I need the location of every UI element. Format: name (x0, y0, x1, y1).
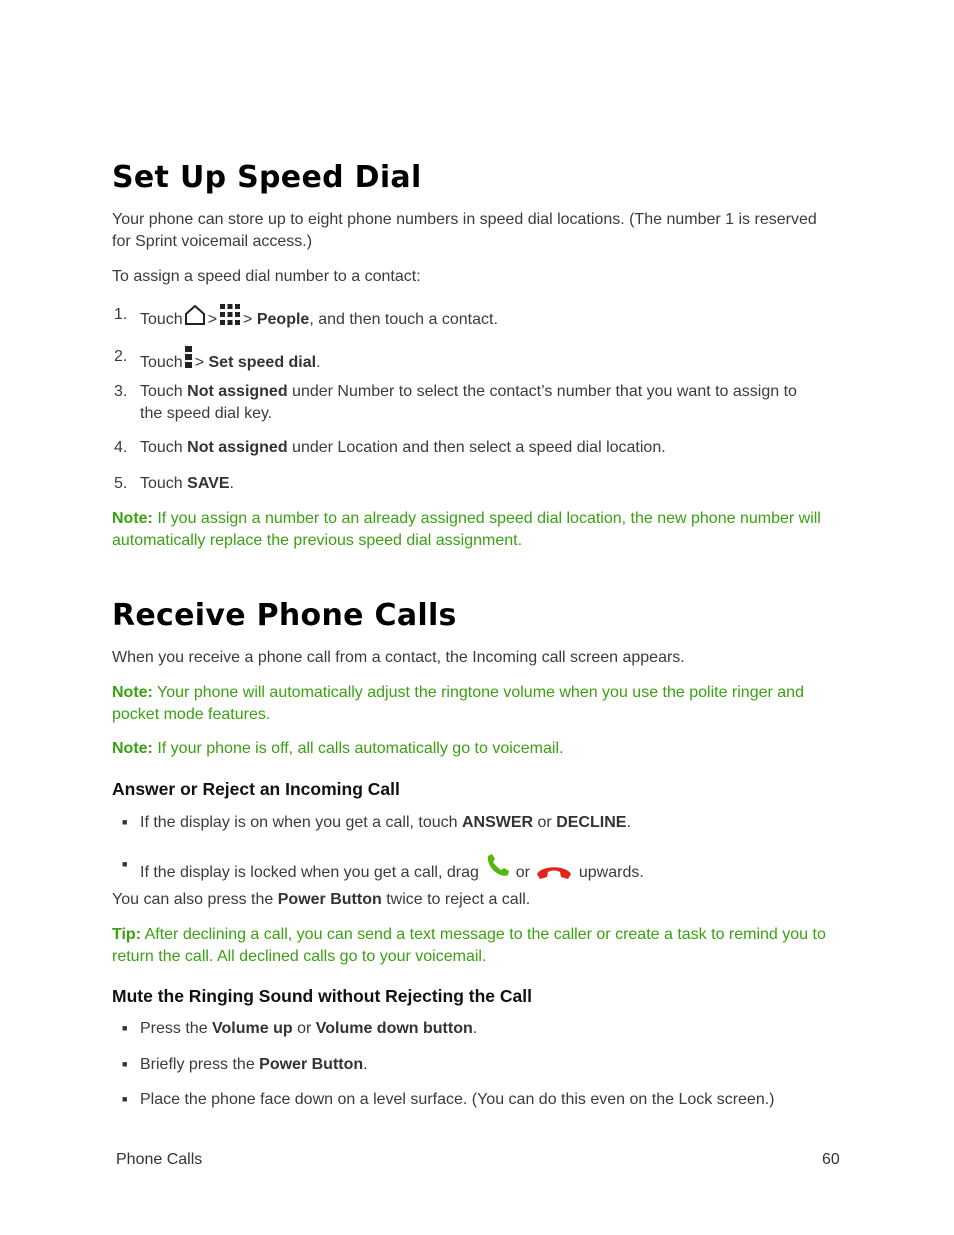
ringtone-note: Note: Your phone will automatically adjust the ringtone volume when you use the polite ringer and pocket mode features. (112, 684, 804, 723)
decline-phone-icon (536, 864, 572, 887)
bullet-marker: ■ (122, 1059, 128, 1069)
menu-dots-icon (185, 346, 193, 375)
subheading-mute-ringing: Mute the Ringing Sound without Rejecting the Call (112, 986, 532, 1006)
apps-grid-icon (219, 304, 241, 332)
section-title-speed-dial: Set Up Speed Dial (112, 160, 422, 195)
footer-section-name: Phone Calls (116, 1151, 203, 1168)
footer-page-number: 60 (822, 1151, 840, 1168)
bullet-marker: ■ (122, 1094, 128, 1104)
bullet-marker: ■ (122, 859, 128, 869)
assign-intro: To assign a speed dial number to a contact: (112, 268, 421, 285)
receive-intro: When you receive a phone call from a contact, the Incoming call screen appears. (112, 649, 685, 666)
bullet-marker: ■ (122, 1023, 128, 1033)
section-title-receive-calls: Receive Phone Calls (112, 598, 457, 633)
home-icon (184, 305, 206, 332)
bullet-marker: ■ (122, 817, 128, 827)
speed-dial-intro: Your phone can store up to eight phone numbers in speed dial locations. (The number 1 is reserved for Sprint voicemail access.) (112, 211, 817, 250)
speed-dial-note: Note: If you assign a number to an already assigned speed dial location, the new phone number will automatically replace the previous speed dial assignment. (112, 510, 821, 549)
power-reject-text: You can also press the Power Button twice to reject a call. (112, 891, 531, 908)
voicemail-note: Note: If your phone is off, all calls automatically go to voicemail. (112, 740, 564, 757)
answer-phone-icon (485, 854, 511, 885)
decline-tip: Tip: After declining a call, you can send a text message to the caller or create a task to remind you to return the call. All declined calls go to your voicemail. (112, 926, 826, 965)
subheading-answer-reject: Answer or Reject an Incoming Call (112, 779, 400, 799)
